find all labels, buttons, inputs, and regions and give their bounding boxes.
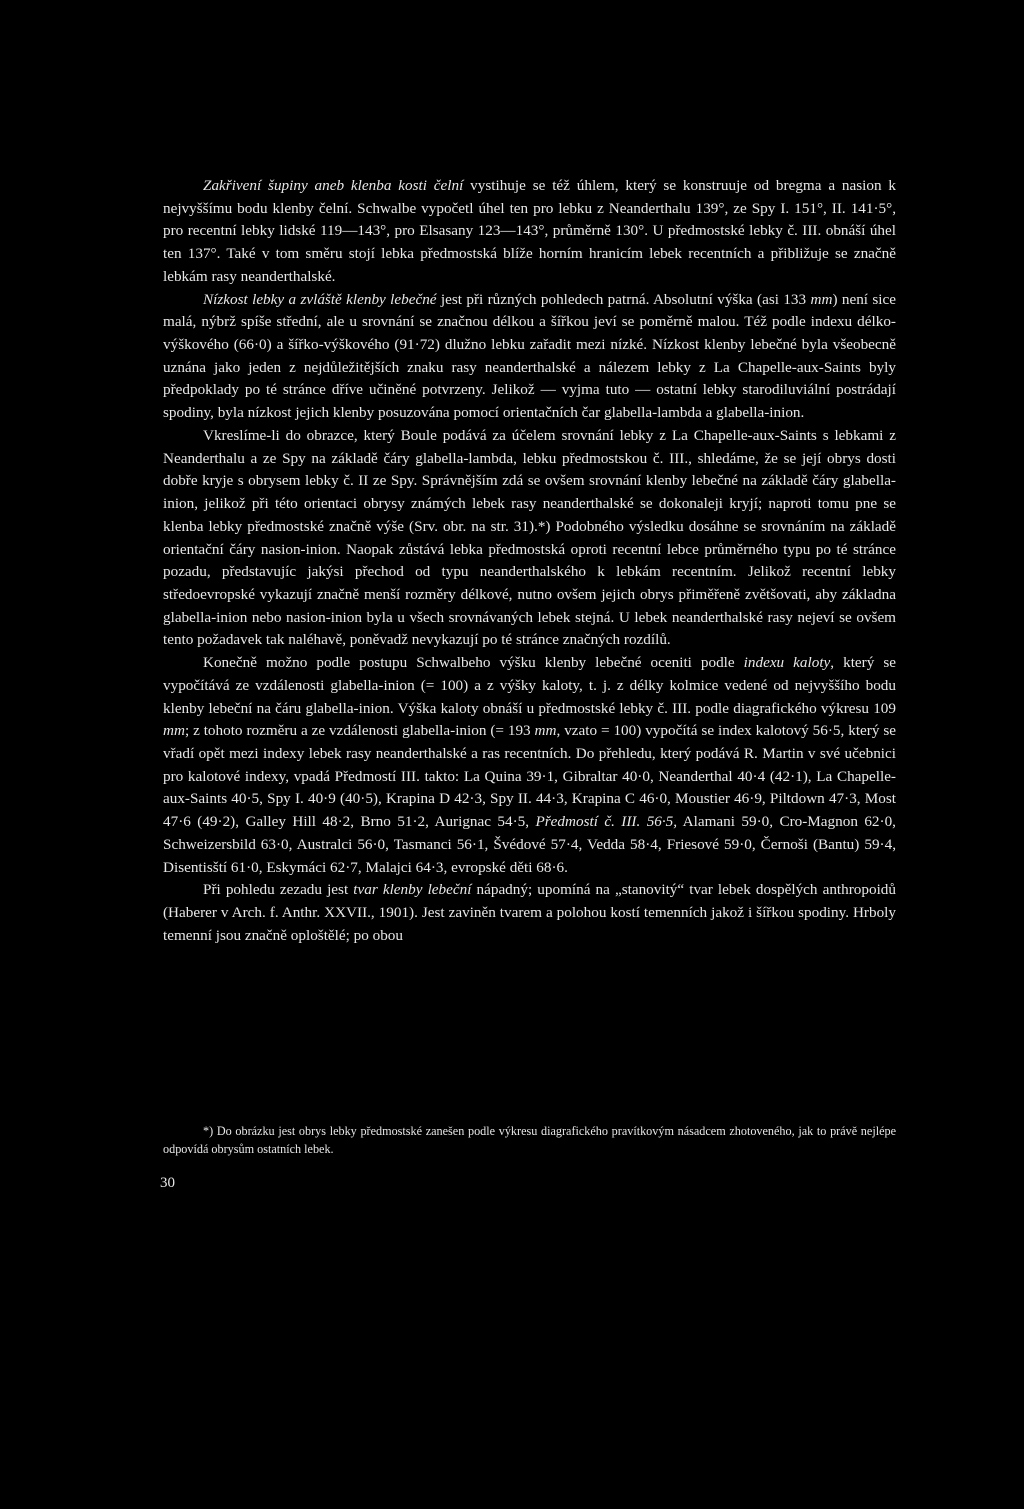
text-run: ) není sice malá, nýbrž spíše střední, ale u srovnání se značnou délkou a šířkou jeví se poměrně malou. Též podle indexu délko-výškového (66·0) a šířko-výškového (91·72) dlužno lebku zařadit mezi nízké. Nízkost klenby lebečné byla všeobecně uznána jako jeden z nejdůležitějších znaku rasy neanderthalské a nálezem lebky z La Chapelle-aux-Saints byly předpoklady po té stránce dříve učiněné potvrzeny. Jelikož — vyjma tuto — ostatní lebky starodiluviální postrádají spodiny, byla nízkost jejich klenby posuzována pomocí orientačních čar glabella-lambda a glabella-inion. [163,290,896,422]
italic-text: mm [163,722,185,740]
text-run: jest při různých pohledech patrná. Absolutní výška (asi 133 [436,290,811,308]
text-run: nápadný; upomíná na „stanovitý“ tvar lebek dospělých anthropoidů (Haberer v Arch. f. Anthr. XXVII., 1901). Jest zaviněn tvarem a polohou kostí temenních jakož i šířkou spodiny. Hrboly temenní jsou značně oploštělé; po obou [163,881,896,944]
text-run: Konečně možno podle postupu Schwalbeho výšku klenby lebečné oceniti podle [203,654,744,672]
text-run: Alamani 59·0, Cro-Magnon 62·0, Schweizersbild 63·0, Australci 56·0, Tasmanci 56·1, Švédové 57·4, Vedda 58·4, Friesové 59·0, Černoši (Bantu) 59·4, Disentisští 61·0, Eskymáci 62·7, Malajci 64·3, evropské děti 68·6. [163,813,896,876]
footnote-divider [163,1118,896,1119]
italic-text: Předmostí č. III. 56·5, [535,813,678,831]
body-text [163,175,896,947]
paragraph [163,289,896,425]
text-run: vystihuje se též úhlem, který se konstruuje od bregma a nasion k nejvyššímu bodu klenby čelní. Schwalbe vypočetl úhel ten pro lebku z Neanderthalu 139°, ze Spy I. 151°, II. 141·5°, pro recentní lebky lidské 119—143°, pro Elsasany 123—143°, průměrně 130°. U předmostské lebky č. III. obnáší úhel ten 137°. Také v tom směru stojí lebka předmostská blíže horním hranicím lebek recentních a přibližuje se značně lebkám rasy neanderthalské. [163,177,897,285]
paragraph [163,425,896,652]
text-run: Vkreslíme-li do obrazce, který Boule podává za účelem srovnání lebky z La Chapelle-aux-Saints s lebkami z Neanderthalu a ze Spy na základě čáry glabella-lambda, lebku předmostskou č. III., shledáme, že se její obrys dosti dobře kryje s obrysem lebky č. II ze Spy. Správnějším zdá se ovšem srovnání klenby lebečné na základě čáry glabella-inion, jelikož při této orientaci obrysy známých lebek rasy neanderthalské se dokonaleji kryjí; naproti tomu pne se klenba lebky předmostské značně výše (Srv. obr. na str. 31).*) Podobného výsledku dosáhne se srovnáním na základě orientační čáry nasion-inion. Naopak zůstává lebka předmostská oproti recentní lebce průměrného typu po té stránce pozadu, představujíc jakýsi přechod od typu neanderthalského k lebkám recentním. Jelikož recentní lebky středoevropské vykazují značně menší rozměry délkové, nutno ovšem jejich obrys přiměřeně zvětšovati, aby základna glabella-inion nebo nasion-inion byla u všech srovnávaných lebek stejná. U lebek neanderthalské rasy nejeví se ovšem tento požadavek tak naléhavě, poněvadž nevykazují po té stránce značných rozdílů. [163,426,896,649]
paragraph [163,175,896,289]
footnote: *) Do obrázku jest obrys lebky předmostské zanešen podle výkresu diagrafického pravítkovým násadcem zhotoveného, jak to právě nejlépe odpovídá obrysům ostatních lebek. [163,1124,896,1156]
italic-text: tvar klenby lebeční [353,881,472,899]
text-run: , který se vypočítává ze vzdálenosti glabella-inion (= 100) a z výšky kaloty, t. j. z délky kolmice vedené od nejvyššího bodu klenby lebeční na čáru glabella-inion. Výška kaloty obnáší u předmostské lebky č. III. podle diagrafického výkresu 109 [163,654,896,717]
paragraph [163,879,896,947]
italic-text: Zakřivení šupiny aneb klenba kosti čelní [203,177,464,194]
text-run: Při pohledu zezadu jest [203,881,354,899]
page-number: 30 [160,1175,175,1191]
italic-text: mm [810,290,833,308]
text-run: ; z tohoto rozměru a ze vzdálenosti glabella-inion (= 193 [184,722,535,740]
text-run: , vzato = 100) vypočítá se index kalotový 56·5, který se vřadí opět mezi indexy lebek rasy neanderthalské a ras recentních. Do přehledu, který podává R. Martin v své učebnici pro kalotové indexy, vpadá Předmostí III. takto: La Quina 39·1, Gibraltar 40·0, Neanderthal 40·4 (42·1), La Chapelle-aux-Saints 40·5, Spy I. 40·9 (40·5), Krapina D 42·3, Spy II. 44·3, Krapina C 46·0, Moustier 46·9, Piltdown 47·3, Most 47·6 (49·2), Galley Hill 48·2, Brno 51·2, Aurignac 54·5, [163,722,896,831]
italic-text: indexu kaloty [743,654,831,672]
italic-text: Nízkost lebky a zvláště klenby lebečné [203,290,437,308]
paragraph [163,652,896,879]
italic-text: mm [534,722,557,740]
